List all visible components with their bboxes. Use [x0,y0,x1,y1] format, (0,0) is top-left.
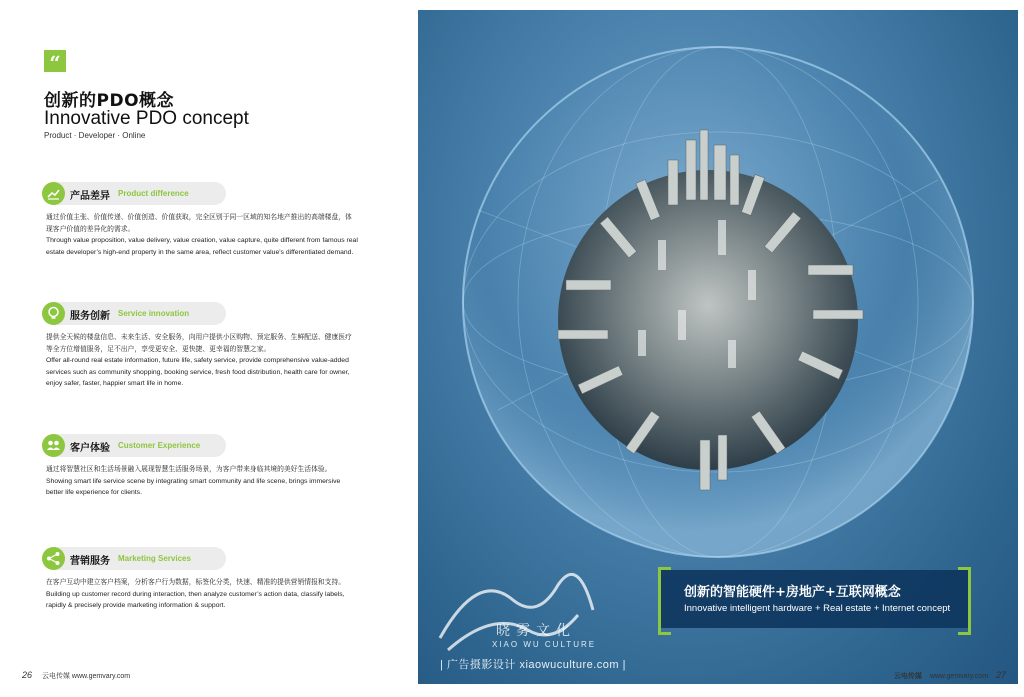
page-subtitle: Product · Developer · Online [44,131,146,140]
section-body-en: Through value proposition, value delivery, value creation, value capture, quite different from famous real estate developer’s high-end property in the same area, reflect customer value's differentiated demand. [46,237,358,256]
watermark-tagline: | 广告摄影设计 xiaowuculture.com | [440,659,626,671]
section-body [46,464,358,499]
banner-title-cn: 创新的智能硬件+房地产+互联网概念 [684,585,901,600]
footer-left [22,670,130,681]
section-body-en: Building up customer record during interaction, then analyze customer’s action data, classify labels, rapidly & precisely provide marketing information & support. [46,590,345,609]
page-number-right: 27 [995,670,1006,680]
watermark-name-cn: 晓雾文化 [496,623,576,639]
section-title-cn: 服务创新 [70,311,110,322]
bulb-icon [42,302,65,325]
chart-icon [42,182,65,205]
section-body-cn: 提供全天候的楼盘信息、未来生活、安全服务，向用户提供小区购物、预定服务、生鲜配送、健康医疗等全方位增值服务，足不出户，享受更安全、更快捷、更幸福的智慧之家。 [46,333,352,353]
section-title-cn: 营销服务 [70,556,110,567]
footer-site-right: www.gemvary.com [929,673,989,680]
section-body-cn: 通过价值主张、价值传递、价值创造、价值获取，完全区别于同一区域的知名地产推出的高端楼盘，体现客户价值的差异化的需求。 [46,213,352,233]
section-body [46,332,358,390]
banner-title-en: Innovative intelligent hardware + Real estate + Internet concept [684,603,951,614]
banner-bracket-right [958,567,971,635]
section-title-en: Service innovation [118,309,190,318]
section-body [46,212,358,258]
page-title-cn: 创新的PDO概念 [44,91,175,111]
banner-bracket-left [658,567,671,635]
footer-brand-right: 云电传媒 [893,673,922,680]
section-body-en: Offer all-round real estate information, future life, safety service, provide comprehensive value-added services such as community shopping, booking service, fresh food distribution, health care for owner, enjoy safer, faster, happier smart life in home. [46,357,350,387]
section-title-en: Customer Experience [118,441,201,450]
footer-site-left: 云电传媒 www.gemvary.com [41,673,131,680]
page-number-left: 26 [22,670,33,680]
share-icon [42,547,65,570]
page-title-en: Innovative PDO concept [44,108,249,129]
footer-right [894,670,1006,681]
section-body-cn: 在客户互动中建立客户档案，分析客户行为数据，标签化分类，快速、精准的提供营销情报和支持。 [46,578,346,586]
section-title-en: Marketing Services [118,554,191,563]
section-title-cn: 产品差异 [70,191,110,202]
quote-mark-icon: “ [44,50,66,72]
section-body-en: Showing smart life service scene by integrating smart community and life scene, brings immersive better life experience for clients. [46,477,341,496]
watermark-name-en: XIAO WU CULTURE [492,640,597,649]
section-title-en: Product difference [118,189,189,198]
section-body [46,577,358,612]
section-title-cn: 客户体验 [70,443,110,454]
section-body-cn: 通过将智慧社区和生活场景融入展现智慧生活服务场景，为客户带来身临其境的美好生活体验。 [46,465,332,473]
people-icon [42,434,65,457]
